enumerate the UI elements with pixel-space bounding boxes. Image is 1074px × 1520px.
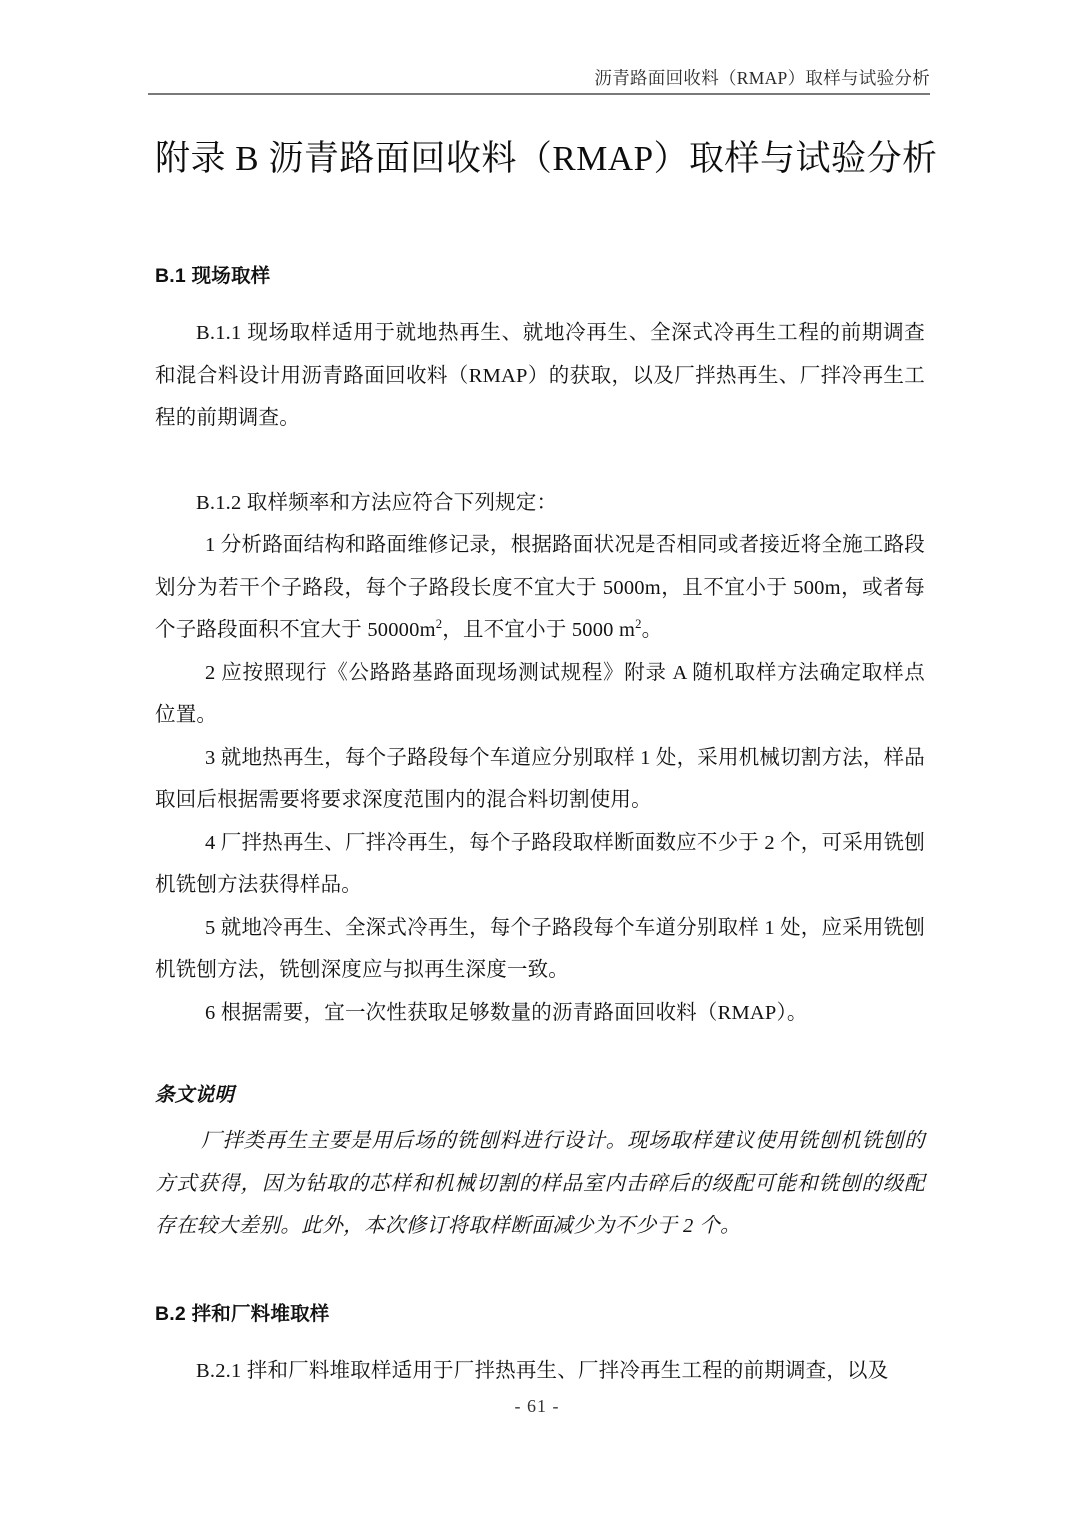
item-1-superscript-2: 2 (635, 617, 642, 632)
item-1-superscript-1: 2 (435, 617, 443, 632)
item-number-3: 3 (205, 746, 216, 769)
clause-b-2-1: B.2.1 拌和厂料堆取样适用于厂拌热再生、厂拌冷再生工程的前期调查，以及 (196, 1359, 889, 1382)
spacer (155, 440, 925, 482)
clause-b-1-2-lead: B.1.2 取样频率和方法应符合下列规定： (196, 491, 558, 514)
spacer (155, 1328, 925, 1350)
item-number-6: 6 (205, 1001, 216, 1024)
spacer (155, 1034, 925, 1082)
header-rule-divider (148, 93, 930, 95)
page-content (155, 120, 938, 1392)
item-6-text: 根据需要，宜一次性获取足够数量的沥青路面回收料（RMAP）。 (220, 1001, 808, 1024)
item-1-text-part-1: 分析路面结构和路面维修记录，根据路面状况是否相同或者接近将全施工路段划分为若干个子路段，每个子路段长度不宜大于 5000m，且不宜小于 500m，或者每个子路段面积不宜大于 50000m (155, 534, 925, 641)
spacer (155, 1248, 925, 1300)
commentary-body: 厂拌类再生主要是用后场的铣刨料进行设计。现场取样建议使用铣刨机铣刨的方式获得，因为钻取的芯样和机械切割的样品室内击碎后的级配可能和铣刨的级配存在较大差别。此外，本次修订将取样断面减少为不少于 2 个。 (155, 1130, 925, 1237)
clause-b-1-1: B.1.1 现场取样适用于就地热再生、就地冷再生、全深式冷再生工程的前期调查和混合料设计用沥青路面回收料（RMAP）的获取，以及厂拌热再生、厂拌冷再生工程的前期调查。 (155, 322, 925, 429)
running-header-title: 沥青路面回收料（RMAP）取样与试验分析 (594, 68, 930, 88)
spacer (155, 184, 925, 262)
clause-item-2 (155, 652, 925, 737)
item-number-5: 5 (205, 916, 216, 939)
page-number: - 61 - (514, 1396, 560, 1416)
clause-item-3 (155, 737, 925, 822)
clause-item-4 (155, 822, 925, 907)
page-header (148, 66, 930, 95)
item-number-1: 1 (205, 534, 216, 556)
item-1-text-part-3: 。 (641, 619, 663, 641)
spacer (155, 290, 925, 312)
item-number-4: 4 (205, 831, 216, 854)
clause-item-5 (155, 907, 925, 992)
page-title: 附录 B 沥青路面回收料（RMAP）取样与试验分析 (155, 139, 938, 178)
section-heading-b2: B.2 拌和厂料堆取样 (155, 1302, 330, 1325)
item-4-text: 厂拌热再生、厂拌冷再生，每个子路段取样断面数应不少于 2 个，可采用铣刨机铣刨方法获得样品。 (155, 831, 925, 896)
item-2-text: 应按照现行《公路路基路面现场测试规程》附录 A 随机取样方法确定取样点位置。 (155, 661, 926, 726)
clause-item-1 (155, 524, 925, 652)
item-5-text: 就地冷再生、全深式冷再生，每个子路段每个车道分别取样 1 处，应采用铣刨机铣刨方法，铣刨深度应与拟再生深度一致。 (155, 916, 925, 981)
commentary-heading: 条文说明 (155, 1085, 235, 1106)
item-3-text: 就地热再生，每个子路段每个车道应分别取样 1 处，采用机械切割方法，样品取回后根据需要将要求深度范围内的混合料切割使用。 (155, 746, 925, 811)
spacer (155, 1110, 925, 1120)
section-heading-b1: B.1 现场取样 (155, 265, 271, 287)
item-number-2: 2 (205, 661, 216, 684)
item-1-text-part-2: ，且不宜小于 5000 m (442, 619, 636, 641)
clause-item-6 (155, 992, 925, 1035)
